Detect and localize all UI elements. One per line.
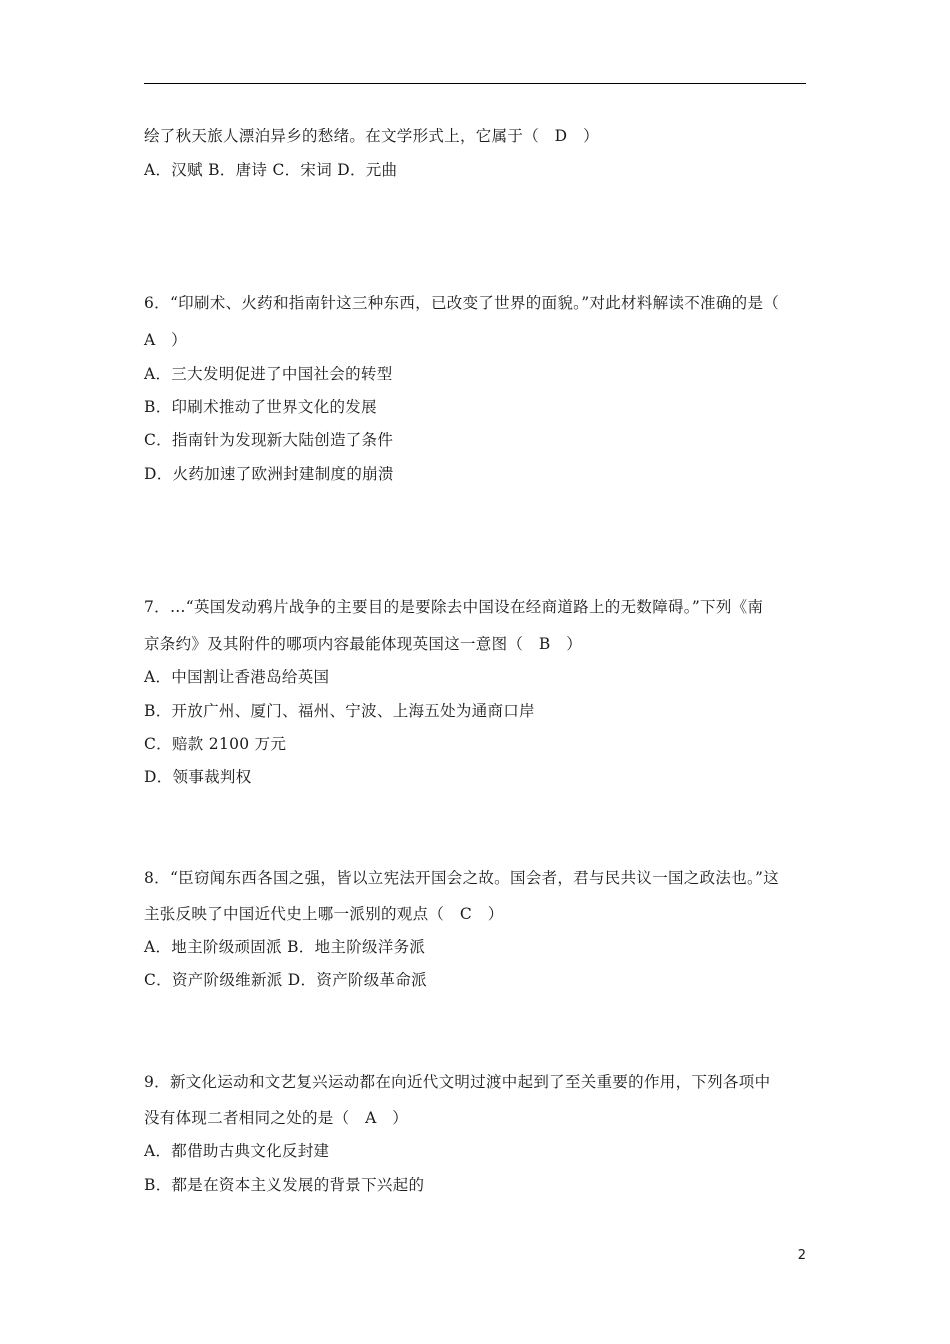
question-9-option-b: B．都是在资本主义发展的背景下兴起的 (144, 1176, 425, 1194)
question-7-option-a: A．中国割让香港岛给英国 (144, 668, 330, 686)
question-5-stem-tail: 绘了秋天旅人漂泊异乡的愁绪。在文学形式上，它属于（ D ） (144, 127, 599, 145)
question-6-stem-line-1: 6．“印刷术、火药和指南针这三种东西，已改变了世界的面貌。”对此材料解读不准确的是（ (144, 294, 780, 312)
question-8-options-ab: A．地主阶级顽固派 B．地主阶级洋务派 (144, 938, 426, 956)
question-9-option-a: A．都借助古典文化反封建 (144, 1142, 330, 1160)
question-6-option-b: B．印刷术推动了世界文化的发展 (144, 398, 377, 416)
question-5-options: A．汉赋 B．唐诗 C．宋词 D．元曲 (144, 161, 398, 179)
question-9-stem-line-2: 没有体现二者相同之处的是（ A ） (144, 1109, 409, 1127)
question-6-option-a: A．三大发明促进了中国社会的转型 (144, 365, 393, 383)
question-7-stem-line-1: 7．…“英国发动鸦片战争的主要目的是要除去中国设在经商道路上的无数障碍。”下列《南 (144, 598, 764, 616)
question-9-stem-line-1: 9．新文化运动和文艺复兴运动都在向近代文明过渡中起到了至关重要的作用，下列各项中 (144, 1073, 771, 1091)
question-7-option-b: B．开放广州、厦门、福州、宁波、上海五处为通商口岸 (144, 702, 535, 720)
page-number: 2 (797, 1248, 806, 1263)
question-6-stem-line-2: A ） (144, 331, 187, 349)
question-6-option-c: C．指南针为发现新大陆创造了条件 (144, 431, 394, 449)
question-7-option-d: D．领事裁判权 (144, 768, 252, 786)
question-8-stem-line-2: 主张反映了中国近代史上哪一派别的观点（ C ） (144, 905, 504, 923)
question-8-stem-line-1: 8．“臣窃闻东西各国之强，皆以立宪法开国会之故。国会者，君与民共议一国之政法也。”这 (144, 869, 780, 887)
header-rule (144, 83, 806, 84)
question-6-option-d: D．火药加速了欧洲封建制度的崩溃 (144, 465, 394, 483)
question-7-stem-line-2: 京条约》及其附件的哪项内容最能体现英国这一意图（ B ） (144, 635, 583, 653)
question-7-option-c: C．赔款 2100 万元 (144, 735, 287, 753)
question-8-options-cd: C．资产阶级维新派 D．资产阶级革命派 (144, 971, 427, 989)
